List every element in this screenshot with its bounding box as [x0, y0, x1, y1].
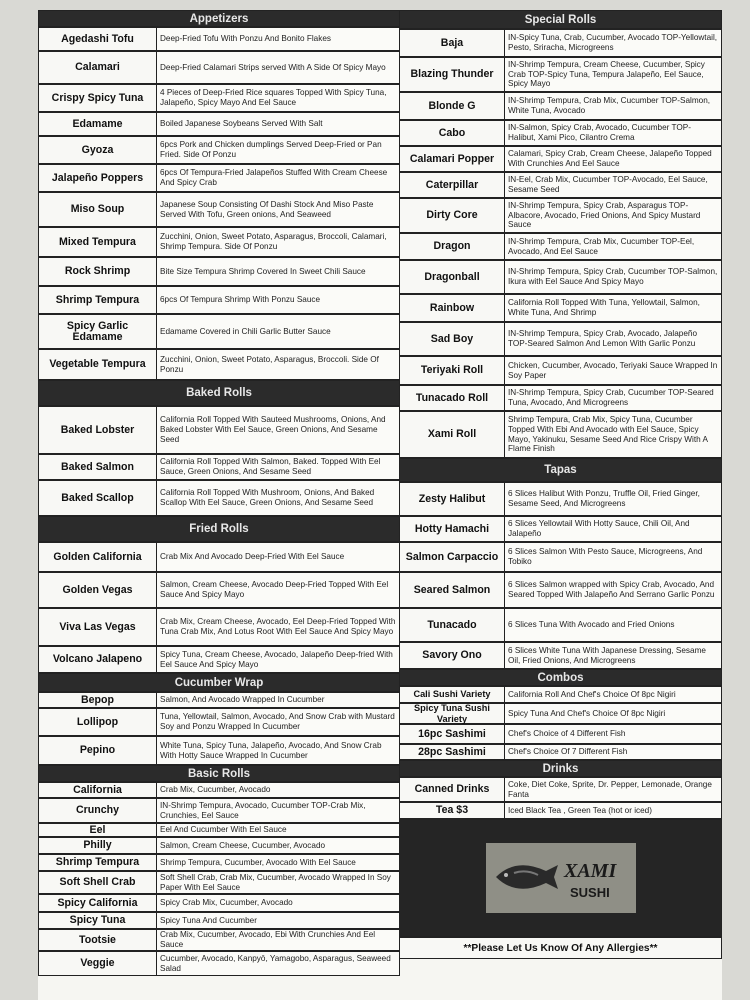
- item-description: IN-Shrimp Tempura, Avocado, Cucumber TOP-Crab Mix, Crunchies, Eel Sauce: [157, 798, 400, 823]
- item-name: Viva Las Vegas: [38, 608, 157, 646]
- logo: [486, 843, 636, 913]
- item-name: Lollipop: [38, 708, 157, 736]
- item-name: Spicy California: [38, 894, 157, 912]
- item-name: Hotty Hamachi: [399, 516, 505, 542]
- menu-item-row: [399, 356, 722, 385]
- item-name: Baked Salmon: [38, 454, 157, 480]
- menu-item-row: [38, 837, 400, 854]
- item-name: Agedashi Tofu: [38, 27, 157, 51]
- menu-item-row: [38, 27, 400, 51]
- menu-item-row: [38, 646, 400, 673]
- item-description: IN-Spicy Tuna, Crab, Cucumber, Avocado TOP-Yellowtail, Pesto, Sriracha, Microgreens: [505, 29, 722, 57]
- item-name: Baked Lobster: [38, 406, 157, 454]
- item-description: IN-Shrimp Tempura, Spicy Crab, Cucumber TOP-Salmon, Ikura with Eel Sauce And Spicy Mayo: [505, 260, 722, 294]
- fried-rolls-header: Fried Rolls: [38, 516, 400, 542]
- menu-item-row: [399, 482, 722, 516]
- item-description: Shrimp Tempura, Crab Mix, Spicy Tuna, Cucumber Topped With Ebi And Avocado with Eel Sauce, Spicy Mayo, Yakinuku, Sesame Seed And Rice Crispy With A Flame Finish: [505, 411, 722, 458]
- item-name: Shrimp Tempura: [38, 286, 157, 314]
- item-name: Gyoza: [38, 136, 157, 164]
- item-description: White Tuna, Spicy Tuna, Jalapeño, Avocado, And Snow Crab With Hotty Sauce Wrapped In Cucumber: [157, 736, 400, 765]
- item-name: Spicy Garlic Edamame: [38, 314, 157, 349]
- item-name: California: [38, 782, 157, 798]
- menu-item-row: [399, 608, 722, 642]
- item-name: Vegetable Tempura: [38, 349, 157, 380]
- item-description: California Roll And Chef's Choice Of 8pc Nigiri: [505, 686, 722, 703]
- item-description: 6 Slices Yellowtail With Hotty Sauce, Chili Oil, And Jalapeño: [505, 516, 722, 542]
- item-name: Edamame: [38, 112, 157, 136]
- item-description: Spicy Tuna, Cream Cheese, Avocado, Jalapeño Deep-fried With Eel Sauce And Spicy Mayo: [157, 646, 400, 673]
- item-description: IN-Shrimp Tempura, Spicy Crab, Avocado, Jalapeño TOP-Seared Salmon And Lemon With Garlic Ponzu: [505, 322, 722, 356]
- logo-line2: SUSHI: [569, 885, 610, 900]
- item-description: 6 Slices White Tuna With Japanese Dressing, Sesame Oil, Fried Onions, And Microgreens: [505, 642, 722, 669]
- menu-item-row: [38, 929, 400, 951]
- item-description: Crab Mix And Avocado Deep-Fried With Eel Sauce: [157, 542, 400, 572]
- item-name: Teriyaki Roll: [399, 356, 505, 385]
- item-description: IN-Salmon, Spicy Crab, Avocado, Cucumber TOP-Halibut, Xami Pico, Cilantro Crema: [505, 120, 722, 146]
- menu-item-row: [38, 136, 400, 164]
- item-description: IN-Shrimp Tempura, Spicy Crab, Cucumber TOP-Seared Tuna, Avocado, And Microgreens: [505, 385, 722, 411]
- drinks-header: Drinks: [399, 760, 722, 777]
- item-description: Zucchini, Onion, Sweet Potato, Asparagus, Broccoli, Calamari, Shrimp Tempura. Side Of Ponzu: [157, 227, 400, 257]
- item-description: California Roll Topped With Tuna, Yellowtail, Salmon, White Tuna, And Shrimp: [505, 294, 722, 322]
- item-name: Tootsie: [38, 929, 157, 951]
- cucumber-wrap-header: Cucumber Wrap: [38, 673, 400, 692]
- menu-item-row: [38, 227, 400, 257]
- item-description: Shrimp Tempura, Cucumber, Avocado With Eel Sauce: [157, 854, 400, 871]
- item-name: Pepino: [38, 736, 157, 765]
- menu-item-row: [399, 777, 722, 802]
- item-name: Caterpillar: [399, 172, 505, 198]
- item-name: Xami Roll: [399, 411, 505, 458]
- menu-item-row: [399, 724, 722, 744]
- item-name: Seared Salmon: [399, 572, 505, 608]
- item-name: 16pc Sashimi: [399, 724, 505, 744]
- fish-icon: [486, 843, 636, 913]
- item-name: Dragonball: [399, 260, 505, 294]
- item-description: Spicy Tuna And Cucumber: [157, 912, 400, 929]
- item-description: 6pcs Of Tempura Shrimp With Ponzu Sauce: [157, 286, 400, 314]
- item-description: Coke, Diet Coke, Sprite, Dr. Pepper, Lemonade, Orange Fanta: [505, 777, 722, 802]
- item-description: Calamari, Spicy Crab, Cream Cheese, Jalapeño Topped With Crunchies And Eel Sauce: [505, 146, 722, 172]
- item-name: Cabo: [399, 120, 505, 146]
- item-name: Baja: [399, 29, 505, 57]
- menu-item-row: [399, 29, 722, 57]
- item-name: Cali Sushi Variety: [399, 686, 505, 703]
- item-description: IN-Shrimp Tempura, Spicy Crab, Asparagus TOP-Albacore, Avocado, Fried Onions, And Spicy Mustard Sauce: [505, 198, 722, 233]
- menu-item-row: [399, 411, 722, 458]
- menu-item-row: [399, 542, 722, 572]
- basic-rolls-header: Basic Rolls: [38, 765, 400, 782]
- menu-item-row: [38, 854, 400, 871]
- item-description: Chicken, Cucumber, Avocado, Teriyaki Sauce Wrapped In Soy Paper: [505, 356, 722, 385]
- item-name: Jalapeño Poppers: [38, 164, 157, 192]
- menu-item-row: [399, 260, 722, 294]
- menu-item-row: [38, 51, 400, 84]
- menu-item-row: [38, 823, 400, 837]
- item-description: Crab Mix, Cucumber, Avocado, Ebi With Crunchies And Eel Sauce: [157, 929, 400, 951]
- item-name: Tea $3: [399, 802, 505, 819]
- menu-item-row: [399, 322, 722, 356]
- item-description: Cucumber, Avocado, Kanpyō, Yamagobo, Asparagus, Seaweed Salad: [157, 951, 400, 976]
- item-description: Japanese Soup Consisting Of Dashi Stock And Miso Paste Served With Tofu, Green onions, And Seaweed: [157, 192, 400, 227]
- item-name: Sad Boy: [399, 322, 505, 356]
- item-description: Chef's Choice of 4 Different Fish: [505, 724, 722, 744]
- menu-item-row: [399, 146, 722, 172]
- item-name: Blazing Thunder: [399, 57, 505, 92]
- item-name: Dragon: [399, 233, 505, 260]
- menu-item-row: [38, 871, 400, 894]
- item-name: Rock Shrimp: [38, 257, 157, 286]
- item-name: Crunchy: [38, 798, 157, 823]
- item-description: Crab Mix, Cucumber, Avocado: [157, 782, 400, 798]
- item-description: Spicy Crab Mix, Cucumber, Avocado: [157, 894, 400, 912]
- menu-item-row: [399, 802, 722, 819]
- menu-item-row: [399, 686, 722, 703]
- menu-item-row: [38, 542, 400, 572]
- menu-item-row: [38, 608, 400, 646]
- menu-item-row: [399, 516, 722, 542]
- menu-item-row: [399, 572, 722, 608]
- item-description: California Roll Topped With Sauteed Mushrooms, Onions, And Baked Lobster With Eel Sauce, Green Onions, And Sesame Seed: [157, 406, 400, 454]
- item-name: Salmon Carpaccio: [399, 542, 505, 572]
- item-name: Calamari: [38, 51, 157, 84]
- item-description: Bite Size Tempura Shrimp Covered In Sweet Chili Sauce: [157, 257, 400, 286]
- menu-item-row: [38, 798, 400, 823]
- item-name: Crispy Spicy Tuna: [38, 84, 157, 112]
- item-description: 6 Slices Tuna With Avocado and Fried Onions: [505, 608, 722, 642]
- item-name: Blonde G: [399, 92, 505, 120]
- menu-item-row: [38, 951, 400, 976]
- menu-item-row: [38, 692, 400, 708]
- item-description: 6pcs Pork and Chicken dumplings Served Deep-Fried or Pan Fried. Side Of Ponzu: [157, 136, 400, 164]
- item-description: Salmon, Cream Cheese, Cucumber, Avocado: [157, 837, 400, 854]
- right-column: [399, 10, 722, 959]
- item-name: Shrimp Tempura: [38, 854, 157, 871]
- item-description: Boiled Japanese Soybeans Served With Salt: [157, 112, 400, 136]
- menu-item-row: [399, 294, 722, 322]
- menu-item-row: [38, 192, 400, 227]
- item-description: Eel And Cucumber With Eel Sauce: [157, 823, 400, 837]
- logo-line1: XAMI: [563, 860, 616, 882]
- menu-item-row: [399, 172, 722, 198]
- menu-item-row: [399, 198, 722, 233]
- item-name: Bepop: [38, 692, 157, 708]
- menu-item-row: [399, 233, 722, 260]
- menu-item-row: [399, 92, 722, 120]
- item-description: Deep-Fried Calamari Strips served With A Side Of Spicy Mayo: [157, 51, 400, 84]
- menu-item-row: [38, 782, 400, 798]
- item-name: Zesty Halibut: [399, 482, 505, 516]
- menu-item-row: [38, 480, 400, 516]
- menu-item-row: [399, 642, 722, 669]
- menu-item-row: [399, 120, 722, 146]
- menu-item-row: [399, 57, 722, 92]
- item-name: Golden California: [38, 542, 157, 572]
- menu-item-row: [38, 894, 400, 912]
- menu-item-row: [38, 708, 400, 736]
- item-name: Calamari Popper: [399, 146, 505, 172]
- logo-panel: [399, 819, 722, 937]
- menu-sheet: [38, 10, 722, 1000]
- item-description: Iced Black Tea , Green Tea (hot or iced): [505, 802, 722, 819]
- item-description: Zucchini, Onion, Sweet Potato, Asparagus, Broccoli. Side Of Ponzu: [157, 349, 400, 380]
- item-description: 6 Slices Salmon wrapped with Spicy Crab, Avocado, And Seared Topped With Jalapeño And Serrano Garlic Ponzu: [505, 572, 722, 608]
- item-name: Canned Drinks: [399, 777, 505, 802]
- menu-item-row: [38, 454, 400, 480]
- item-name: Baked Scallop: [38, 480, 157, 516]
- item-name: Spicy Tuna Sushi Variety: [399, 703, 505, 724]
- item-name: Mixed Tempura: [38, 227, 157, 257]
- tapas-header: Tapas: [399, 458, 722, 482]
- item-description: IN-Shrimp Tempura, Crab Mix, Cucumber TOP-Salmon, White Tuna, Avocado: [505, 92, 722, 120]
- item-description: 6 Slices Salmon With Pesto Sauce, Microgreens, And Tobiko: [505, 542, 722, 572]
- item-name: Savory Ono: [399, 642, 505, 669]
- special-rolls-header: Special Rolls: [399, 10, 722, 29]
- item-name: 28pc Sashimi: [399, 744, 505, 760]
- menu-item-row: [38, 286, 400, 314]
- item-description: IN-Eel, Crab Mix, Cucumber TOP-Avocado, Eel Sauce, Sesame Seed: [505, 172, 722, 198]
- baked-rolls-header: Baked Rolls: [38, 380, 400, 406]
- menu-item-row: [399, 385, 722, 411]
- menu-item-row: [38, 912, 400, 929]
- item-name: Tunacado Roll: [399, 385, 505, 411]
- item-description: Crab Mix, Cream Cheese, Avocado, Eel Deep-Fried Topped With Tuna Crab Mix, And Lotus Root With Eel Sauce And Spicy Mayo: [157, 608, 400, 646]
- item-description: Chef's Choice Of 7 Different Fish: [505, 744, 722, 760]
- menu-item-row: [38, 572, 400, 608]
- appetizers-header: Appetizers: [38, 10, 400, 27]
- item-description: Edamame Covered in Chili Garlic Butter Sauce: [157, 314, 400, 349]
- item-description: 4 Pieces of Deep-Fried Rice squares Topped With Spicy Tuna, Jalapeño, Spicy Mayo And Eel Sauce: [157, 84, 400, 112]
- item-name: Miso Soup: [38, 192, 157, 227]
- menu-item-row: [399, 703, 722, 724]
- item-description: Deep-Fried Tofu With Ponzu And Bonito Flakes: [157, 27, 400, 51]
- item-description: Tuna, Yellowtail, Salmon, Avocado, And Snow Crab with Mustard Soy and Ponzu Wrapped In Cucumber: [157, 708, 400, 736]
- menu-item-row: [38, 112, 400, 136]
- item-description: IN-Shrimp Tempura, Crab Mix, Cucumber TOP-Eel, Avocado, And Eel Sauce: [505, 233, 722, 260]
- combos-header: Combos: [399, 669, 722, 686]
- menu-item-row: [399, 744, 722, 760]
- menu-item-row: [38, 84, 400, 112]
- item-name: Soft Shell Crab: [38, 871, 157, 894]
- item-name: Volcano Jalapeno: [38, 646, 157, 673]
- item-description: 6 Slices Halibut With Ponzu, Truffle Oil, Fried Ginger, Sesame Seed, And Microgreens: [505, 482, 722, 516]
- item-description: 6pcs Of Tempura-Fried Jalapeños Stuffed With Cream Cheese And Spicy Crab: [157, 164, 400, 192]
- item-description: Salmon, And Avocado Wrapped In Cucumber: [157, 692, 400, 708]
- item-description: IN-Shrimp Tempura, Cream Cheese, Cucumber, Spicy Crab TOP-Spicy Tuna, Tempura Jalapeño, Eel Sauce, Spicy Mayo: [505, 57, 722, 92]
- menu-item-row: [38, 257, 400, 286]
- item-name: Tunacado: [399, 608, 505, 642]
- item-description: Salmon, Cream Cheese, Avocado Deep-Fried Topped With Eel Sauce And Spicy Mayo: [157, 572, 400, 608]
- item-name: Veggie: [38, 951, 157, 976]
- menu-item-row: [38, 406, 400, 454]
- item-description: California Roll Topped With Salmon, Baked. Topped With Eel Sauce, Green Onions, And Sesame Seed: [157, 454, 400, 480]
- item-description: Spicy Tuna And Chef's Choice Of 8pc Nigiri: [505, 703, 722, 724]
- item-name: Golden Vegas: [38, 572, 157, 608]
- item-name: Spicy Tuna: [38, 912, 157, 929]
- item-name: Dirty Core: [399, 198, 505, 233]
- allergy-note: **Please Let Us Know Of Any Allergies**: [399, 937, 722, 959]
- menu-item-row: [38, 164, 400, 192]
- menu-item-row: [38, 736, 400, 765]
- menu-item-row: [38, 314, 400, 349]
- item-description: Soft Shell Crab, Crab Mix, Cucumber, Avocado Wrapped In Soy Paper With Eel Sauce: [157, 871, 400, 894]
- item-name: Eel: [38, 823, 157, 837]
- item-name: Philly: [38, 837, 157, 854]
- item-description: California Roll Topped With Mushroom, Onions, And Baked Scallop With Eel Sauce, Green Onions, And Sesame Seed: [157, 480, 400, 516]
- left-column: [38, 10, 400, 976]
- item-name: Rainbow: [399, 294, 505, 322]
- menu-item-row: [38, 349, 400, 380]
